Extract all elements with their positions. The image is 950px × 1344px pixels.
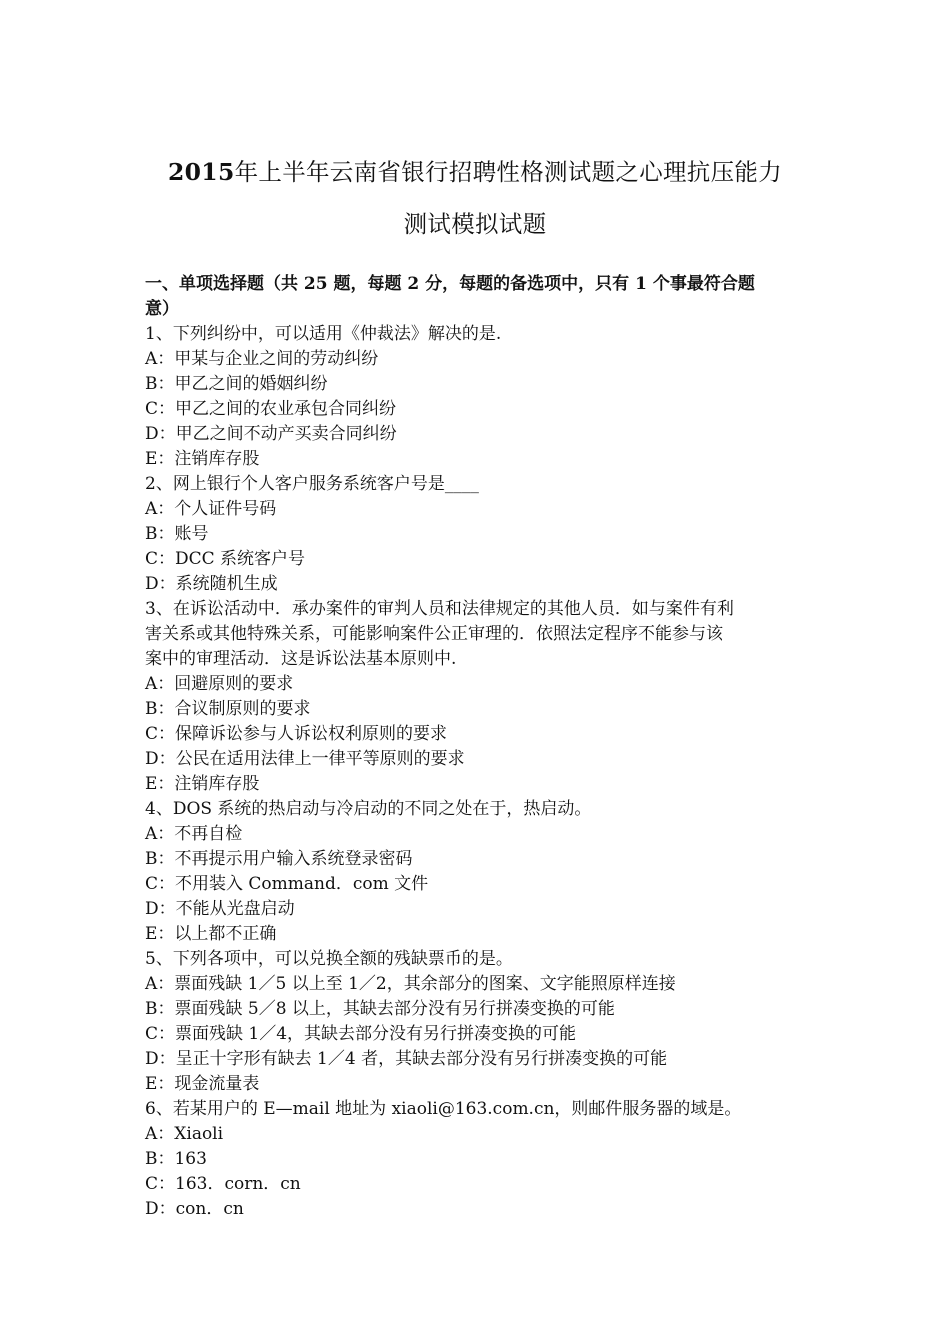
question-stem: 1、下列纠纷中，可以适用《仲裁法》解决的是. bbox=[145, 324, 502, 344]
answer-option: A：个人证件号码 bbox=[145, 499, 277, 519]
answer-option: A：票面残缺 1／5 以上至 1／2，其余部分的图案、文字能照原样连接 bbox=[145, 974, 676, 994]
answer-option: C：不用装入 Command．com 文件 bbox=[145, 874, 429, 894]
question-stem: 3、在诉讼活动中．承办案件的审判人员和法律规定的其他人员．如与案件有利 bbox=[145, 599, 734, 619]
answer-option: E：注销库存股 bbox=[145, 774, 260, 794]
question-stem: 5、下列各项中，可以兑换全额的残缺票币的是。 bbox=[145, 949, 513, 969]
answer-option: C：163．corn．cn bbox=[145, 1174, 301, 1194]
answer-option: B：163 bbox=[145, 1149, 207, 1169]
section-heading bbox=[145, 272, 817, 322]
answer-option: C：票面残缺 1／4，其缺去部分没有另行拼凑变换的可能 bbox=[145, 1024, 577, 1044]
question-block bbox=[145, 322, 817, 472]
question-block bbox=[145, 472, 817, 597]
answer-option: B：账号 bbox=[145, 524, 209, 544]
answer-option: E：注销库存股 bbox=[145, 449, 260, 469]
question-stem: 害关系或其他特殊关系，可能影响案件公正审理的．依照法定程序不能参与该 bbox=[145, 624, 723, 644]
answer-option: C：保障诉讼参与人诉讼权利原则的要求 bbox=[145, 724, 448, 744]
question-stem: 4、DOS 系统的热启动与冷启动的不同之处在于，热启动。 bbox=[145, 799, 592, 819]
title-line-1 bbox=[120, 146, 830, 198]
title-year: 2015 bbox=[167, 158, 235, 186]
question-block bbox=[145, 597, 817, 797]
answer-option: E：现金流量表 bbox=[145, 1074, 260, 1094]
answer-option: D：公民在适用法律上一律平等原则的要求 bbox=[145, 749, 465, 769]
answer-option: C：甲乙之间的农业承包合同纠纷 bbox=[145, 399, 397, 419]
question-block bbox=[145, 1097, 817, 1222]
answer-option: C：DCC 系统客户号 bbox=[145, 549, 306, 569]
document-title bbox=[120, 146, 830, 250]
answer-option: B：合议制原则的要求 bbox=[145, 699, 311, 719]
answer-option: D：系统随机生成 bbox=[145, 574, 278, 594]
answer-option: A：不再自检 bbox=[145, 824, 243, 844]
answer-option: D：con．cn bbox=[145, 1199, 244, 1219]
answer-option: E：以上都不正确 bbox=[145, 924, 277, 944]
answer-option: D：不能从光盘启动 bbox=[145, 899, 295, 919]
answer-option: A：Xiaoli bbox=[145, 1124, 224, 1144]
question-stem: 案中的审理活动．这是诉讼法基本原则中. bbox=[145, 649, 457, 669]
question-block bbox=[145, 797, 817, 947]
title-line-1-text: 年上半年云南省银行招聘性格测试题之心理抗压能力 bbox=[234, 158, 782, 186]
answer-option: D：呈正十字形有缺去 1／4 者，其缺去部分没有另行拼凑变换的可能 bbox=[145, 1049, 668, 1069]
question-stem: 2、网上银行个人客户服务系统客户号是____ bbox=[145, 474, 479, 494]
document-body bbox=[145, 272, 817, 1222]
question-list bbox=[145, 322, 817, 1222]
section-heading-line: 一、单项选择题（共 25 题，每题 2 分，每题的备选项中，只有 1 个事最符合题 bbox=[145, 274, 755, 294]
section-heading-line: 意） bbox=[145, 299, 179, 319]
question-block bbox=[145, 947, 817, 1097]
answer-option: A：回避原则的要求 bbox=[145, 674, 294, 694]
answer-option: B：票面残缺 5／8 以上，其缺去部分没有另行拼凑变换的可能 bbox=[145, 999, 615, 1019]
title-line-2: 测试模拟试题 bbox=[403, 210, 547, 238]
answer-option: B：不再提示用户输入系统登录密码 bbox=[145, 849, 413, 869]
question-stem: 6、若某用户的 E—mail 地址为 xiaoli@163.com.cn，则邮件服务器的域是。 bbox=[145, 1099, 742, 1119]
answer-option: A：甲某与企业之间的劳动纠纷 bbox=[145, 349, 379, 369]
answer-option: D：甲乙之间不动产买卖合同纠纷 bbox=[145, 424, 397, 444]
answer-option: B：甲乙之间的婚姻纠纷 bbox=[145, 374, 328, 394]
